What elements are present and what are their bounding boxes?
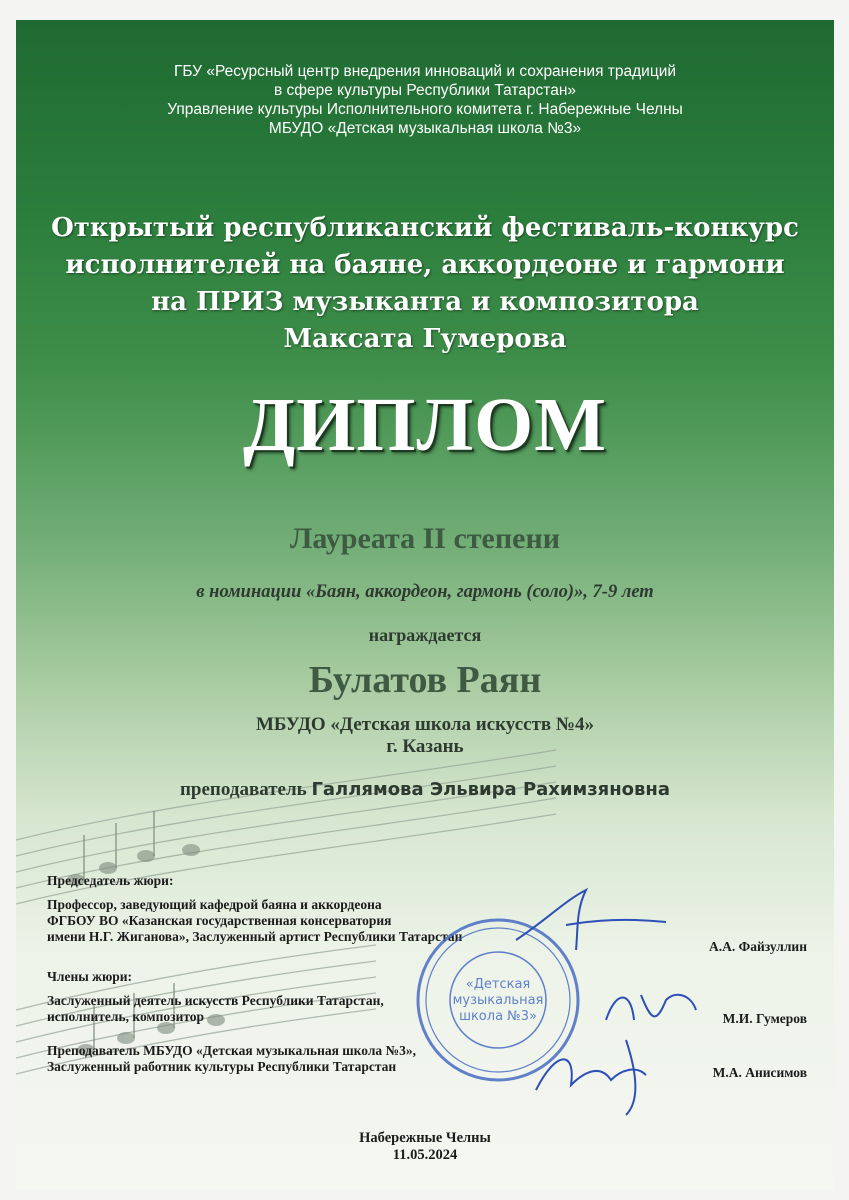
festival-line: на ПРИЗ музыканта и композитора bbox=[151, 287, 699, 317]
stamp-text: «Детская bbox=[465, 977, 531, 992]
organizers-header bbox=[16, 62, 834, 138]
jury-member2-title-line: Преподаватель МБУДО «Детская музыкальная школа №3», bbox=[47, 1043, 416, 1058]
jury-member1-title-line: Заслуженный деятель искусств Республики Татарстан, bbox=[47, 993, 384, 1008]
signature-member2 bbox=[526, 1030, 686, 1120]
teacher-line bbox=[16, 779, 834, 801]
teacher-label: преподаватель bbox=[179, 779, 307, 800]
footer-date: 11.05.2024 bbox=[392, 1147, 458, 1163]
jury-members-label: Члены жюри: bbox=[47, 969, 133, 984]
organizer-line: в сфере культуры Республики Татарстан» bbox=[273, 82, 577, 99]
footer-city: Набережные Челны bbox=[359, 1130, 491, 1146]
school-city: г. Казань bbox=[386, 736, 464, 757]
festival-line: исполнителей на баяне, аккордеоне и гармони bbox=[65, 250, 785, 280]
jury-member2-title-line: Заслуженный работник культуры Республики Татарстан bbox=[47, 1059, 397, 1074]
jury-chair-title-line: Профессор, заведующий кафедрой баяна и аккордеона bbox=[47, 897, 382, 912]
organizer-line: МБУДО «Детская музыкальная школа №3» bbox=[268, 120, 582, 137]
jury-chair-label: Председатель жюри: bbox=[47, 873, 174, 888]
jury-member1-name: М.И. Гумеров bbox=[722, 1011, 807, 1026]
festival-line: Открытый республиканский фестиваль-конкурс bbox=[51, 213, 799, 243]
jury-chair-name: А.А. Файзуллин bbox=[708, 939, 807, 954]
signature-chair bbox=[506, 880, 676, 960]
awarded-label: награждается bbox=[368, 625, 482, 645]
diploma-title: ДИПЛОМ bbox=[243, 383, 607, 467]
teacher-name: Галлямова Эльвира Рахимзяновна bbox=[311, 779, 671, 800]
stamp-text: школа №3» bbox=[459, 1009, 537, 1024]
jury-member2-name: М.А. Анисимов bbox=[712, 1065, 807, 1080]
festival-line: Максата Гумерова bbox=[283, 324, 567, 354]
jury-chair-title-line: имени Н.Г. Жиганова», Заслуженный артист Республики Татарстан bbox=[47, 929, 463, 944]
diploma-sheet bbox=[16, 20, 834, 1190]
footer bbox=[16, 1130, 834, 1164]
organizer-line: ГБУ «Ресурсный центр внедрения инноваций и сохранения традиций bbox=[173, 63, 677, 80]
nomination-text: в номинации «Баян, аккордеон, гармонь (соло)», 7-9 лет bbox=[196, 582, 654, 602]
recipient-name: Булатов Раян bbox=[308, 659, 542, 701]
degree-title: Лауреата II степени bbox=[289, 522, 561, 555]
school-name: МБУДО «Детская школа искусств №4» bbox=[255, 714, 595, 735]
jury-member1-title-line: исполнитель, композитор bbox=[47, 1009, 205, 1024]
school-block bbox=[16, 714, 834, 758]
festival-title bbox=[16, 210, 834, 358]
jury-chair-title-line: ФГБОУ ВО «Казанская государственная консерватория bbox=[47, 913, 392, 928]
organizer-line: Управление культуры Исполнительного комитета г. Набережные Челны bbox=[167, 101, 683, 118]
stamp-text: музыкальная bbox=[452, 993, 544, 1008]
